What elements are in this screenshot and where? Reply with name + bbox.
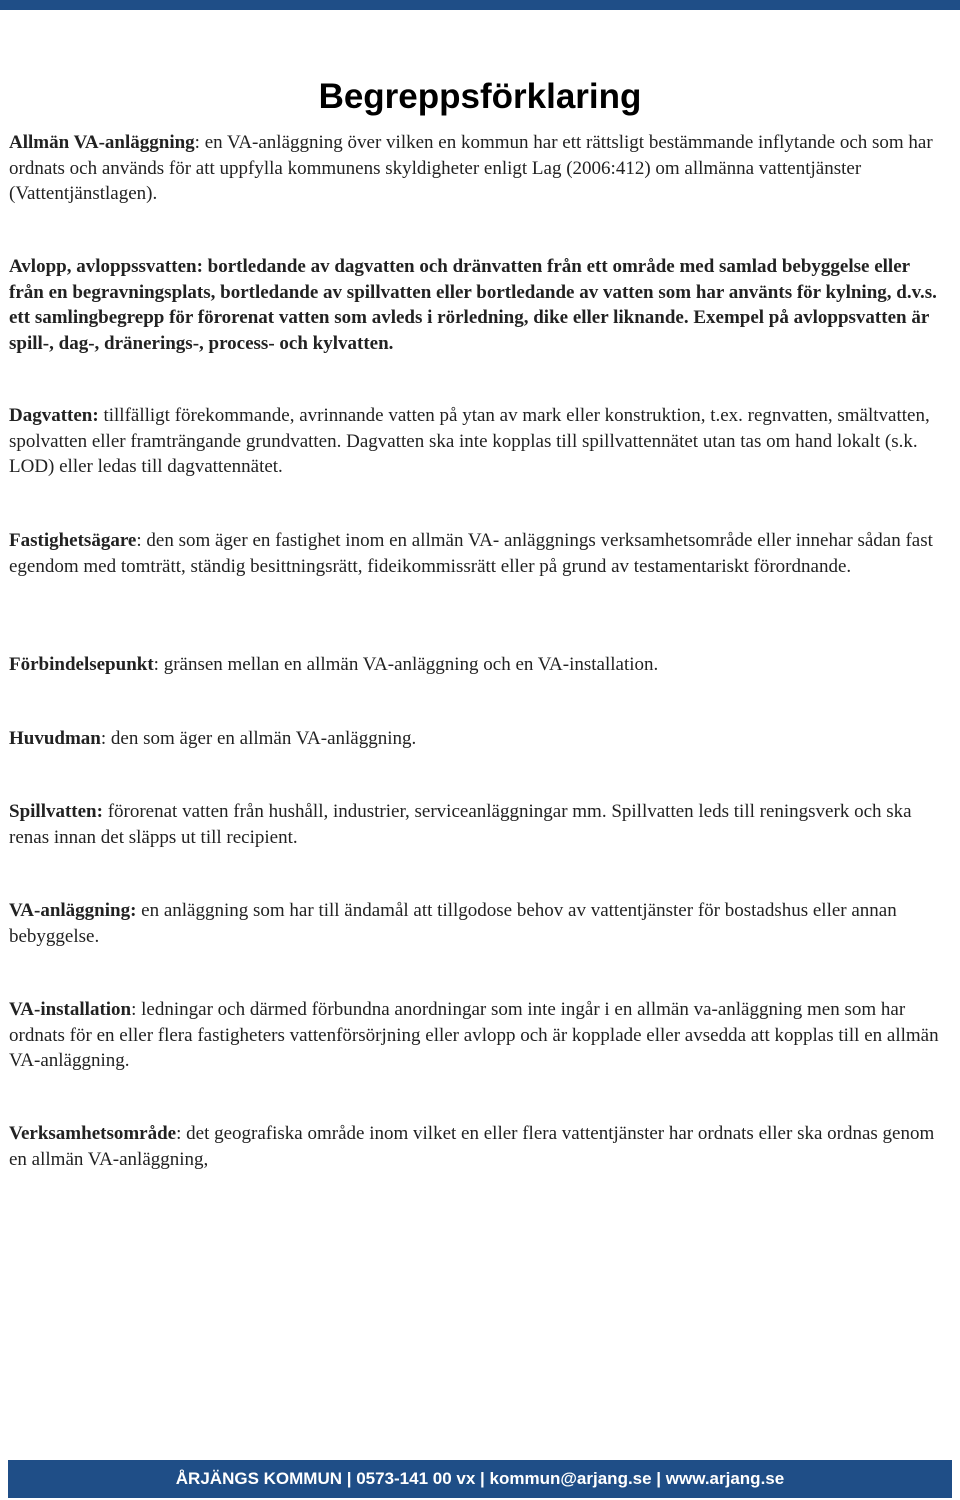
term-label: VA-installation <box>9 999 132 1020</box>
definition-avlopp: Avlopp, avloppssvatten: bortledande av dagvatten och dränvatten från ett område med samlad bebyggelse eller från en begravningsplats, bortledande av spillvatten eller bortledande av vatten som har använts för kylning, d.v.s. ett samlingbegrepp för förorenat vatten som avleds i rörledning, dike eller liknande. Exempel på avloppsvatten är spill-, dag-, dränerings-, process- och kylvatten. <box>9 256 937 354</box>
definition-text: tillfälligt förekommande, avrinnande vatten på ytan av mark eller konstruktion, t.ex. regnvatten, smältvatten, spolvatten eller framträngande grundvatten. Dagvatten ska inte kopplas till spillvattennätet utan tas om hand lokalt (s.k. LOD) eller ledas till dagvattennätet. <box>9 405 930 478</box>
definition-text: den som äger en allmän VA-anläggning. <box>110 728 417 749</box>
definition-va-anlaggning <box>9 898 944 949</box>
term-label: Huvudman <box>9 728 101 749</box>
term-label: Allmän VA-anläggning <box>9 132 195 153</box>
term-label: Avlopp, avloppssvatten <box>9 256 197 277</box>
definition-allman-va-anlaggning: Allmän VA-anläggning: en VA-anläggning över vilken en kommun har ett rättsligt bestämmande inflytande och som har ordnats och används för att uppfylla kommunens skyldigheter enligt Lag (2006:412) om allmänna vattentjänster (Vattentjänstlagen). <box>9 132 933 205</box>
definition-text: förorenat vatten från hushåll, industrier, serviceanläggningar mm. Spillvatten leds till reningsverk och ska renas innan det släpps ut till recipient. <box>9 801 912 848</box>
definition-dagvatten <box>9 403 944 480</box>
page-title: Begreppsförklaring <box>318 77 642 116</box>
definition-text: ledningar och därmed förbundna anordningar som inte ingår i en allmän va-anläggning men som har ordnats för en eller flera fastigheters vattenförsörjning eller avlopp och är kopplade eller avsedda att kopplas till en allmän VA-anläggning. <box>9 999 939 1072</box>
definition-verksamhetsomrade: Verksamhetsområde: det geografiska område inom vilket en eller flera vattentjänster har ordnats eller ska ordnas genom en allmän VA-anläggning, <box>9 1123 935 1170</box>
term-label: VA-anläggning: <box>9 900 137 921</box>
definition-text: en VA-anläggning över vilken en kommun har ett rättsligt bestämmande inflytande och som har ordnats och används för att uppfylla kommunens skyldigheter enligt Lag (2006:412) om allmänna vattentjänster (Vattentjänstlagen). <box>9 132 933 205</box>
term-label: Fastighetsägare <box>9 530 137 551</box>
definition-spillvatten <box>9 799 944 850</box>
definition-text: bortledande av dagvatten och dränvatten från ett område med samlad bebyggelse eller från en begravningsplats, bortledande av spillvatten eller bortledande av vatten som har använts för kylning, d.v.s. ett samlingbegrepp för förorenat vatten som avleds i rörledning, dike eller liknande. Exempel på avloppsvatten är spill-, dag-, dränerings-, process- och kylvatten. <box>9 256 937 354</box>
definition-text: en anläggning som har till ändamål att tillgodose behov av vattentjänster för bostadshus eller annan bebyggelse. <box>9 900 897 947</box>
definition-forbindelsepunkt: Förbindelsepunkt: gränsen mellan en allmän VA-anläggning och en VA-installation. <box>9 654 659 675</box>
definition-text: den som äger en fastighet inom en allmän VA- anläggnings verksamhetsområde eller innehar sådan fast egendom med tomträtt, ständig besittningsrätt, fideikommissrätt eller på grund av testamentariskt förordnande. <box>9 530 933 577</box>
footer-contact-bar: ÅRJÄNGS KOMMUN | 0573-141 00 vx | kommun@arjang.se | www.arjang.se <box>8 1460 952 1498</box>
term-label: Dagvatten: <box>9 405 99 426</box>
definition-fastighetsagare: Fastighetsägare: den som äger en fastighet inom en allmän VA- anläggnings verksamhetsområde eller innehar sådan fast egendom med tomträtt, ständig besittningsrätt, fideikommissrätt eller på grund av testamentariskt förordnande. <box>9 530 933 577</box>
definition-text: gränsen mellan en allmän VA-anläggning och en VA-installation. <box>163 654 659 675</box>
top-accent-bar <box>0 0 960 10</box>
term-label: Verksamhetsområde <box>9 1123 177 1144</box>
term-label: Förbindelsepunkt <box>9 654 154 675</box>
definition-text: det geografiska område inom vilket en eller flera vattentjänster har ordnats eller ska ordnas genom en allmän VA-anläggning, <box>9 1123 935 1170</box>
definition-va-installation: VA-installation: ledningar och därmed förbundna anordningar som inte ingår i en allmän va-anläggning men som har ordnats för en eller flera fastigheters vattenförsörjning eller avlopp och är kopplade eller avsedda att kopplas till en allmän VA-anläggning. <box>9 999 939 1072</box>
definition-huvudman: Huvudman: den som äger en allmän VA-anläggning. <box>9 728 417 749</box>
term-label: Spillvatten: <box>9 801 103 822</box>
